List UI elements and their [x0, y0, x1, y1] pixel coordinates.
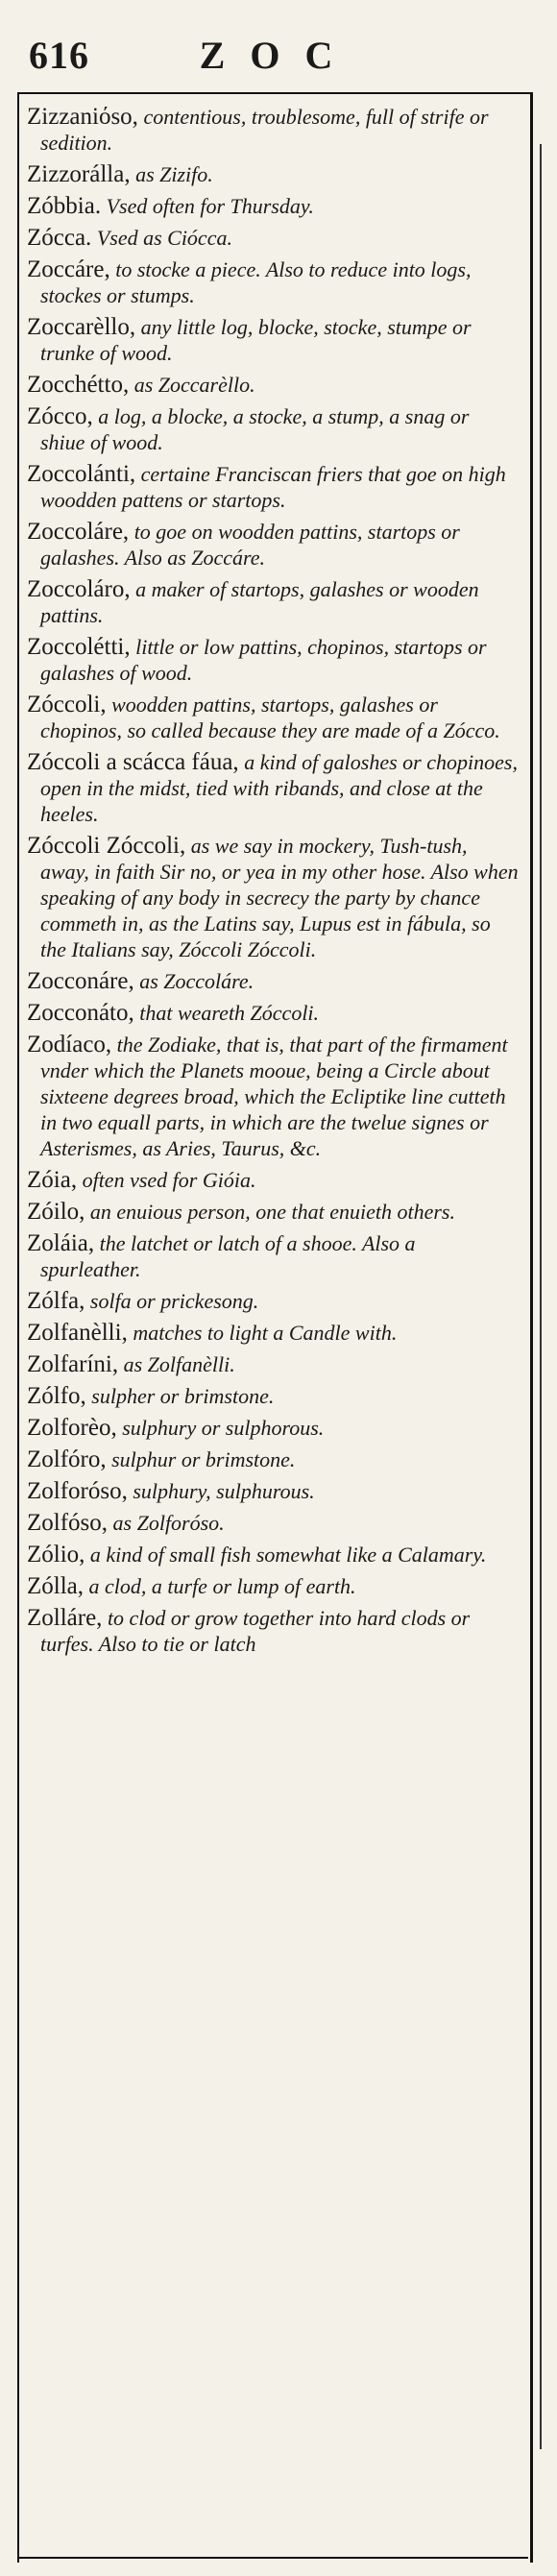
- dictionary-entry: [27, 161, 519, 187]
- entry-definition: a maker of startops, galashes or wooden pattins.: [40, 577, 479, 627]
- entry-definition: a log, a blocke, a stocke, a stump, a snag or shiue of wood.: [40, 404, 470, 454]
- entry-definition: as Zizifo.: [135, 162, 213, 186]
- entry-headword: Zóia,: [27, 1167, 78, 1193]
- dictionary-entry: [27, 1351, 519, 1377]
- entry-definition: Vsed as Ciócca.: [96, 226, 232, 250]
- entry-headword: Zóccoli,: [27, 692, 107, 717]
- entry-headword: Zoccarèllo,: [27, 314, 136, 340]
- dictionary-entry: [27, 749, 519, 827]
- entry-definition: a clod, a turfe or lump of earth.: [88, 1574, 356, 1598]
- entry-headword: Zolfóso,: [27, 1510, 109, 1536]
- entry-definition: to goe on woodden pattins, startops or galashes. Also as Zoccáre.: [40, 520, 460, 570]
- entry-headword: Zodíaco,: [27, 1032, 112, 1057]
- dictionary-entry: [27, 225, 519, 251]
- entry-headword: Zocchétto,: [27, 372, 130, 398]
- entry-definition: to clod or grow together into hard clods or turfes. Also to tie or latch: [40, 1606, 471, 1656]
- entry-headword: Zoccolánti,: [27, 461, 136, 487]
- dictionary-entry: [27, 193, 519, 219]
- entry-definition: sulpher or brimstone.: [91, 1384, 275, 1408]
- entry-headword: Zoccáre,: [27, 256, 110, 282]
- entry-headword: Zóccoli Zóccoli,: [27, 833, 186, 859]
- entry-definition: a kind of galoshes or chopinoes, open in the midst, tied with ribands, and close at the heeles.: [40, 750, 518, 826]
- dictionary-entry: [27, 372, 519, 398]
- entry-headword: Zocconáre,: [27, 968, 134, 994]
- dictionary-entry: [27, 1000, 519, 1026]
- dictionary-entry: [27, 1383, 519, 1409]
- entry-headword: Zolfanèlli,: [27, 1320, 128, 1346]
- entry-definition: that weareth Zóccoli.: [139, 1001, 320, 1025]
- adjacent-column-edge: [540, 144, 557, 2449]
- entry-headword: Zólio,: [27, 1542, 85, 1567]
- dictionary-entry: [27, 403, 519, 455]
- dictionary-entry: [27, 1199, 519, 1225]
- entry-definition: as we say in mockery, Tush-tush, away, in faith Sir no, or yea in my other hose. Also when speaking of any body in secrecy the party by chance commeth in, as the Latins say, Lupus est in fábula, so the Italians say, Zóccoli Zóccoli.: [40, 834, 519, 961]
- entry-headword: Zócco,: [27, 403, 93, 429]
- dictionary-entry: [27, 1573, 519, 1599]
- entry-headword: Zoccoláro,: [27, 576, 131, 602]
- dictionary-entry: [27, 1230, 519, 1282]
- entry-headword: Zizzaniόso,: [27, 104, 138, 130]
- entry-definition: as Zoccoláre.: [139, 969, 254, 993]
- page-number: 616: [29, 34, 89, 77]
- entry-definition: sulphury or sulphorous.: [122, 1416, 325, 1440]
- entry-headword: Zolforóso,: [27, 1478, 128, 1504]
- entry-headword: Zócca.: [27, 225, 92, 251]
- dictionary-entry: [27, 1415, 519, 1441]
- dictionary-entry: [27, 576, 519, 628]
- entry-headword: Zolláre,: [27, 1605, 103, 1631]
- dictionary-entry: [27, 1605, 519, 1657]
- entry-list: [27, 104, 519, 1663]
- dictionary-entry: [27, 833, 519, 962]
- dictionary-entry: [27, 634, 519, 686]
- frame-bottom-rule: [17, 2557, 528, 2559]
- entry-headword: Zizzorálla,: [27, 161, 131, 187]
- entry-headword: Zolfóro,: [27, 1446, 107, 1472]
- dictionary-entry: [27, 314, 519, 366]
- dictionary-entry: [27, 968, 519, 994]
- entry-definition: solfa or prickesong.: [89, 1289, 259, 1313]
- entry-headword: Zoccolétti,: [27, 634, 131, 660]
- dictionary-entry: [27, 519, 519, 571]
- entry-definition: the Zodiake, that is, that part of the firmament vnder which the Planets mooue, being a Circle about sixteene degrees broad, which the Ecliptike line cutteth in two equall parts, in which are the twelue signes or Asterismes, as Aries, Taurus, &c.: [40, 1033, 508, 1160]
- entry-definition: contentious, troublesome, full of strife or sedition.: [40, 105, 489, 155]
- entry-definition: a kind of small fish somewhat like a Calamary.: [89, 1543, 487, 1567]
- entry-definition: often vsed for Gióia.: [82, 1168, 256, 1192]
- entry-definition: to stocke a piece. Also to reduce into logs, stockes or stumps.: [40, 257, 472, 307]
- entry-headword: Zolfaríni,: [27, 1351, 119, 1377]
- dictionary-entry: [27, 104, 519, 156]
- entry-headword: Zólfo,: [27, 1383, 86, 1409]
- running-head: ZOC: [199, 34, 358, 77]
- entry-definition: woodden pattins, startops, galashes or chopinos, so called because they are made of a Zócco.: [40, 693, 500, 742]
- entry-definition: any little log, blocke, stocke, stumpe or trunke of wood.: [40, 315, 472, 365]
- entry-headword: Zóilo,: [27, 1199, 85, 1225]
- entry-definition: sulphur or brimstone.: [111, 1447, 296, 1471]
- entry-definition: as Zolfanèlli.: [123, 1352, 235, 1376]
- dictionary-entry: [27, 1320, 519, 1346]
- entry-definition: little or low pattins, chopinos, startops or galashes of wood.: [40, 635, 487, 685]
- page-header: [29, 29, 528, 86]
- entry-definition: sulphury, sulphurous.: [133, 1479, 315, 1503]
- entry-definition: an enuious person, one that enuieth others.: [89, 1200, 455, 1224]
- dictionary-entry: [27, 1167, 519, 1193]
- entry-headword: Zólla,: [27, 1573, 85, 1599]
- entry-headword: Zoláia,: [27, 1230, 95, 1256]
- entry-headword: Zolforèo,: [27, 1415, 117, 1441]
- dictionary-entry: [27, 1510, 519, 1536]
- dictionary-entry: [27, 1542, 519, 1567]
- dictionary-entry: [27, 692, 519, 743]
- entry-definition: the latchet or latch of a shooe. Also a spurleather.: [40, 1231, 416, 1281]
- dictionary-entry: [27, 1446, 519, 1472]
- dictionary-entry: [27, 1478, 519, 1504]
- entry-headword: Zocconáto,: [27, 1000, 134, 1026]
- dictionary-entry: [27, 1032, 519, 1161]
- entry-definition: Vsed often for Thursday.: [106, 194, 314, 218]
- entry-headword: Zoccoláre,: [27, 519, 130, 545]
- dictionary-entry: [27, 461, 519, 513]
- entry-definition: as Zoccarèllo.: [133, 373, 255, 397]
- entry-headword: Zóbbia.: [27, 193, 102, 219]
- entry-definition: as Zolforóso.: [112, 1511, 225, 1535]
- entry-headword: Zóccoli a scácca fáua,: [27, 749, 239, 775]
- entry-headword: Zólfa,: [27, 1288, 85, 1314]
- dictionary-entry: [27, 256, 519, 308]
- dictionary-entry: [27, 1288, 519, 1314]
- entry-definition: matches to light a Candle with.: [133, 1321, 398, 1345]
- entry-definition: certaine Franciscan friers that goe on high woodden pattens or startops.: [40, 462, 506, 512]
